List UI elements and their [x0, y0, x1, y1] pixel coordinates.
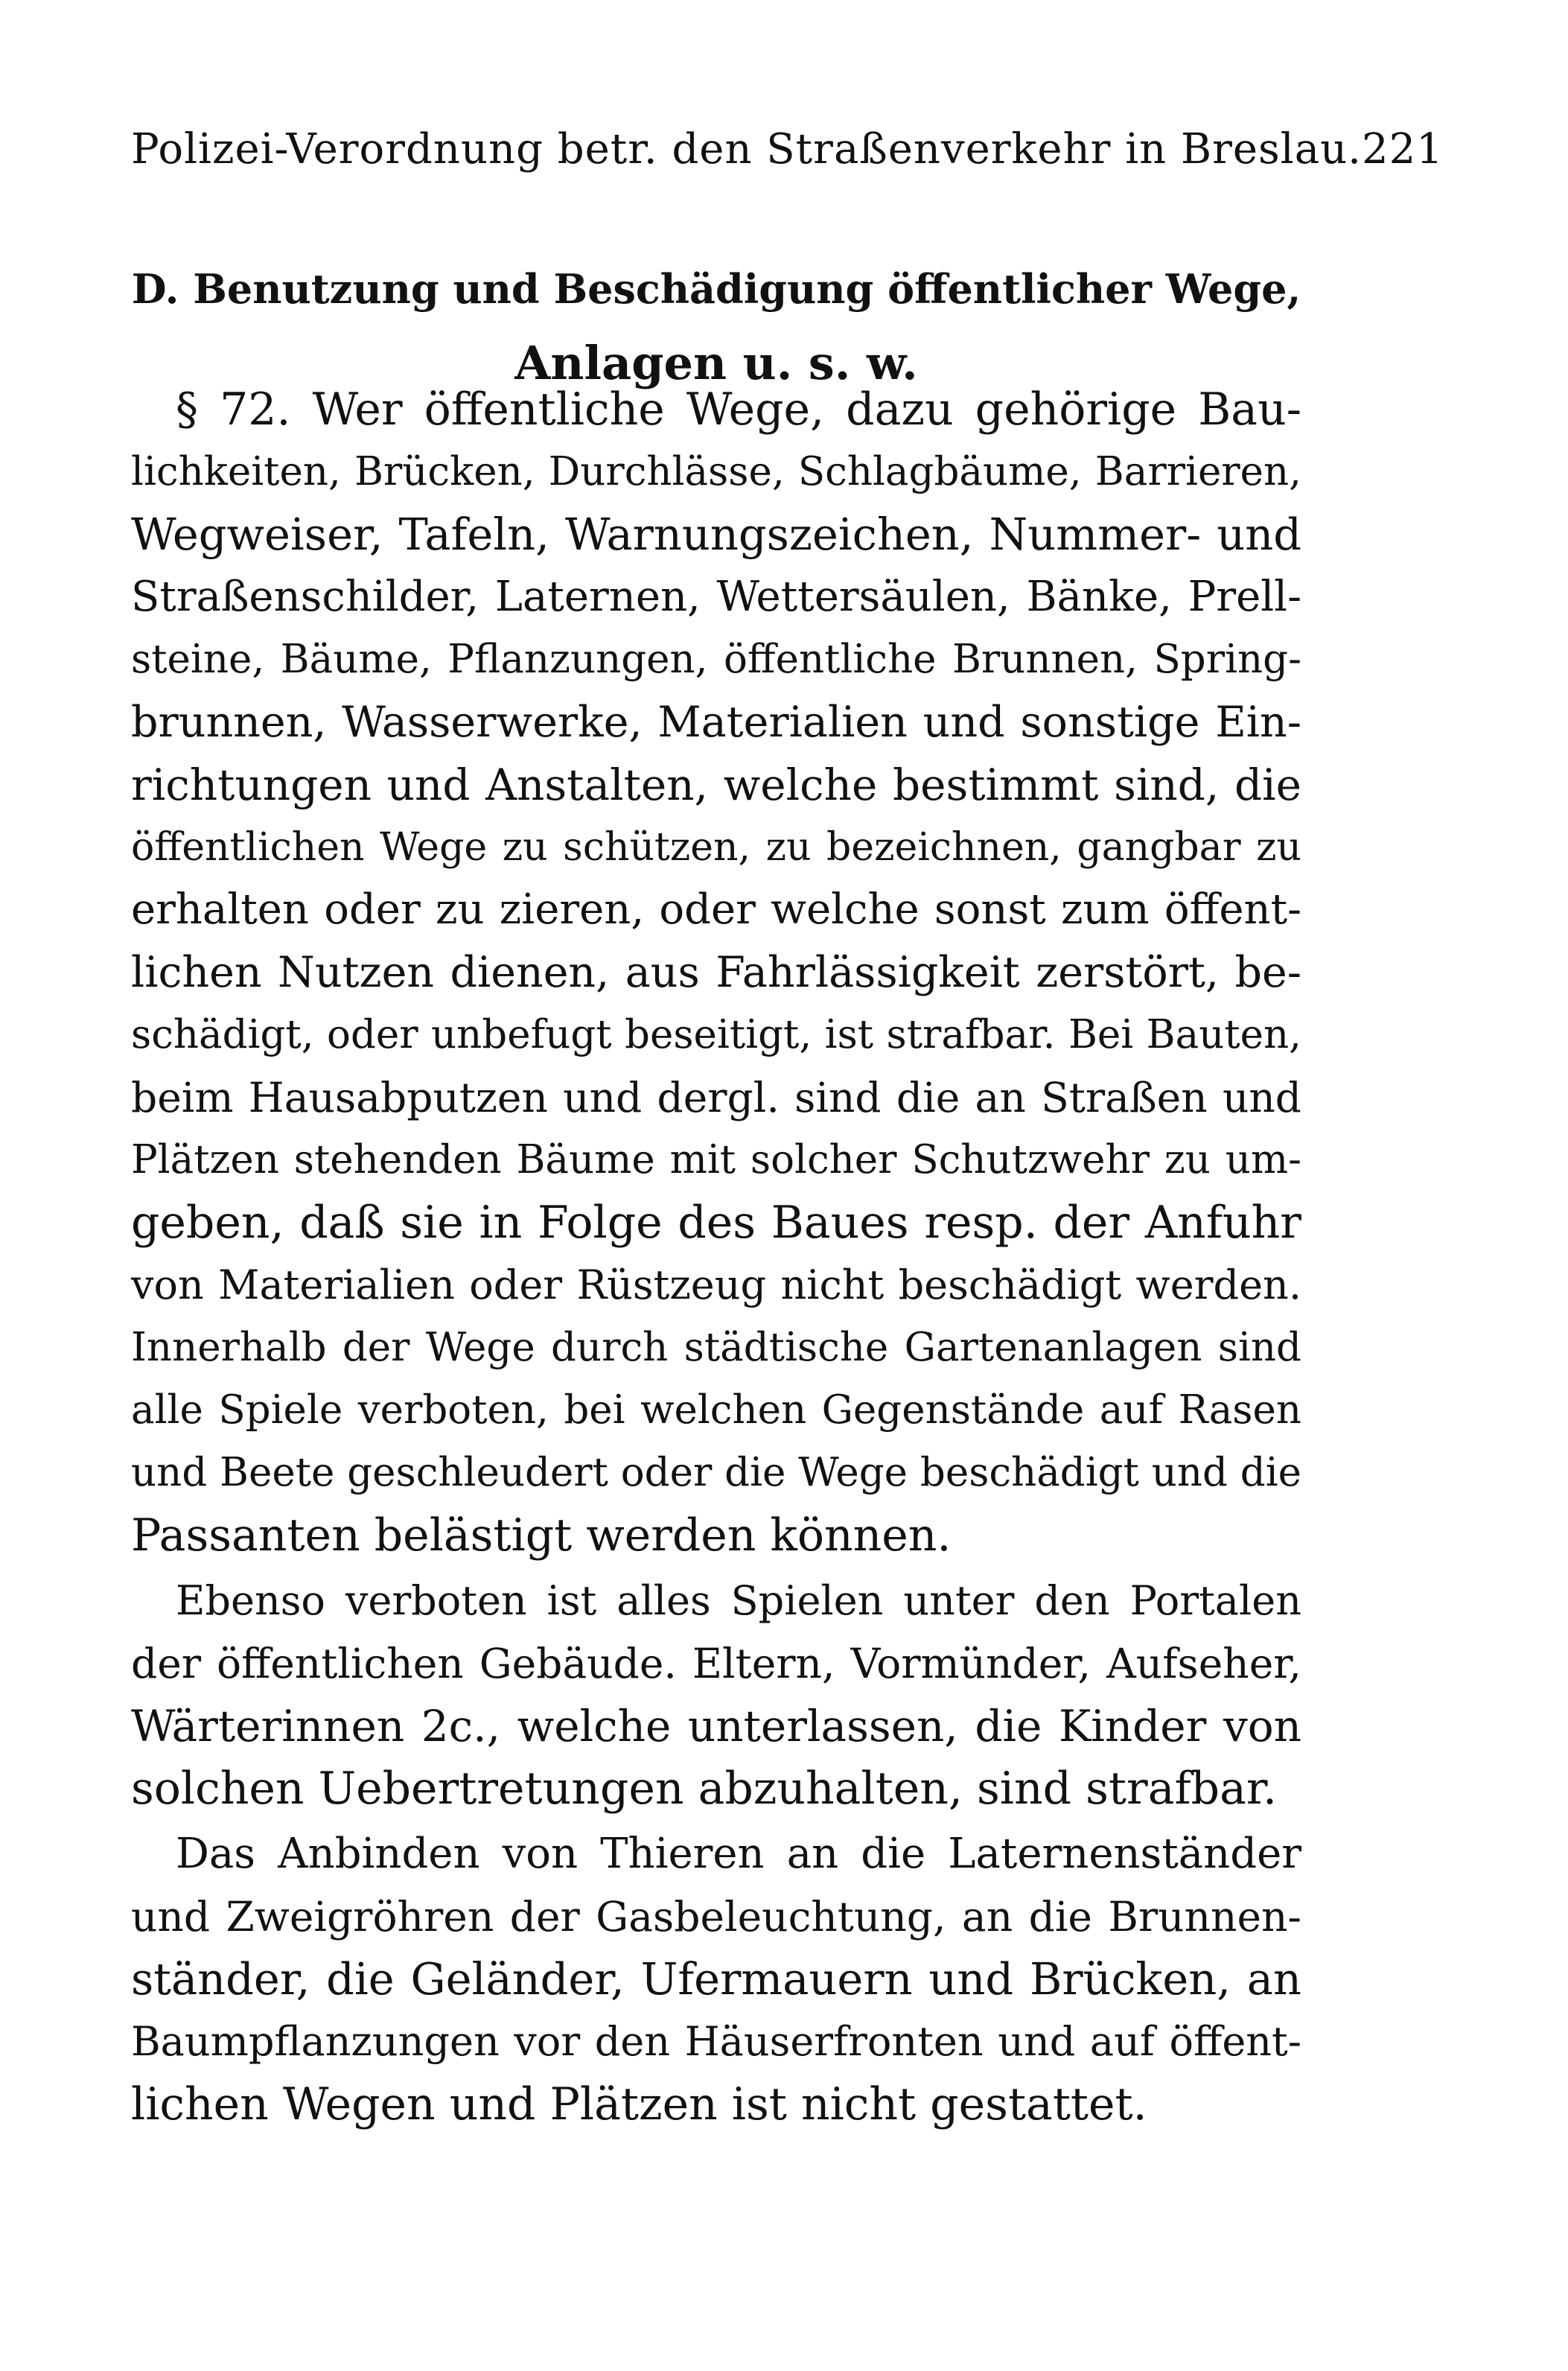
- text-line: Wärterinnen 2c., welche unterlassen, die Kinder von: [131, 1701, 1301, 1751]
- text-line: Innerhalb der Wege durch städtische Gartenanlagen sind: [131, 1325, 1301, 1370]
- section-title-line: D. Benutzung und Beschädigung öffentlicher Wege,: [131, 265, 1301, 313]
- text-line: und Beete geschleudert oder die Wege beschädigt und die: [131, 1450, 1302, 1495]
- paragraph-section-72: [131, 378, 1301, 1567]
- text-line: § 72. Wer öffentliche Wege, dazu gehörige Bau-: [176, 384, 1301, 436]
- text-line: Baumpflanzungen vor den Häuserfronten und auf öffent-: [131, 2018, 1301, 2065]
- text-line: Straßenschilder, Laternen, Wettersäulen, Bänke, Prell-: [131, 573, 1301, 621]
- text-line: alle Spiele verboten, bei welchen Gegenstände auf Rasen: [131, 1387, 1301, 1433]
- text-line: schädigt, oder unbefugt beseitigt, ist strafbar. Bei Bauten,: [131, 1012, 1301, 1057]
- paragraph-portals: [131, 1570, 1301, 1820]
- text-line: Plätzen stehenden Bäume mit solcher Schutzwehr zu um-: [131, 1137, 1301, 1183]
- text-line: öffentlichen Wege zu schützen, zu bezeichnen, gangbar zu: [131, 825, 1301, 870]
- section-title-line: Anlagen u. s. w.: [514, 336, 918, 390]
- running-head-title: Polizei-Verordnung betr. den Straßenverkehr in Breslau.: [131, 125, 1362, 174]
- text-line: solchen Uebertretungen abzuhalten, sind strafbar.: [131, 1763, 1278, 1815]
- text-line: Ebenso verboten ist alles Spielen unter den Portalen: [176, 1577, 1301, 1624]
- text-line: lichen Wegen und Plätzen ist nicht gestattet.: [131, 2078, 1147, 2130]
- text-line: steine, Bäume, Pflanzungen, öffentliche Brunnen, Spring-: [131, 637, 1301, 682]
- text-line: Wegweiser, Tafeln, Warnungszeichen, Nummer- und: [131, 509, 1301, 560]
- text-line: erhalten oder zu zieren, oder welche sonst zum öffent-: [131, 885, 1301, 934]
- text-line: geben, daß sie in Folge des Baues resp. der Anfuhr: [131, 1197, 1301, 1249]
- page-number: 221: [1361, 125, 1444, 174]
- text-line: von Materialien oder Rüstzeug nicht beschädigt werden.: [131, 1261, 1301, 1308]
- text-line: lichkeiten, Brücken, Durchlässe, Schlagbäume, Barrieren,: [131, 449, 1301, 494]
- text-line: der öffentlichen Gebäude. Eltern, Vormünder, Aufseher,: [131, 1640, 1301, 1687]
- text-line: brunnen, Wasserwerke, Materialien und sonstige Ein-: [131, 698, 1301, 747]
- text-line: lichen Nutzen dienen, aus Fahrlässigkeit zerstört, be-: [131, 948, 1301, 997]
- paragraph-animals: [131, 1823, 1301, 2136]
- text-line: beim Hausabputzen und dergl. sind die an Straßen und: [131, 1074, 1301, 1121]
- text-line: und Zweigröhren der Gasbeleuchtung, an die Brunnen-: [131, 1893, 1301, 1941]
- text-line: Das Anbinden von Thieren an die Laternenständer: [176, 1830, 1301, 1878]
- text-line: Passanten belästigt werden können.: [131, 1509, 952, 1562]
- text-line: ständer, die Geländer, Ufermauern und Brücken, an: [131, 1953, 1301, 2005]
- body-text: [131, 378, 1301, 2136]
- running-head: [131, 125, 1444, 188]
- text-line: richtungen und Anstalten, welche bestimmt sind, die: [131, 760, 1301, 810]
